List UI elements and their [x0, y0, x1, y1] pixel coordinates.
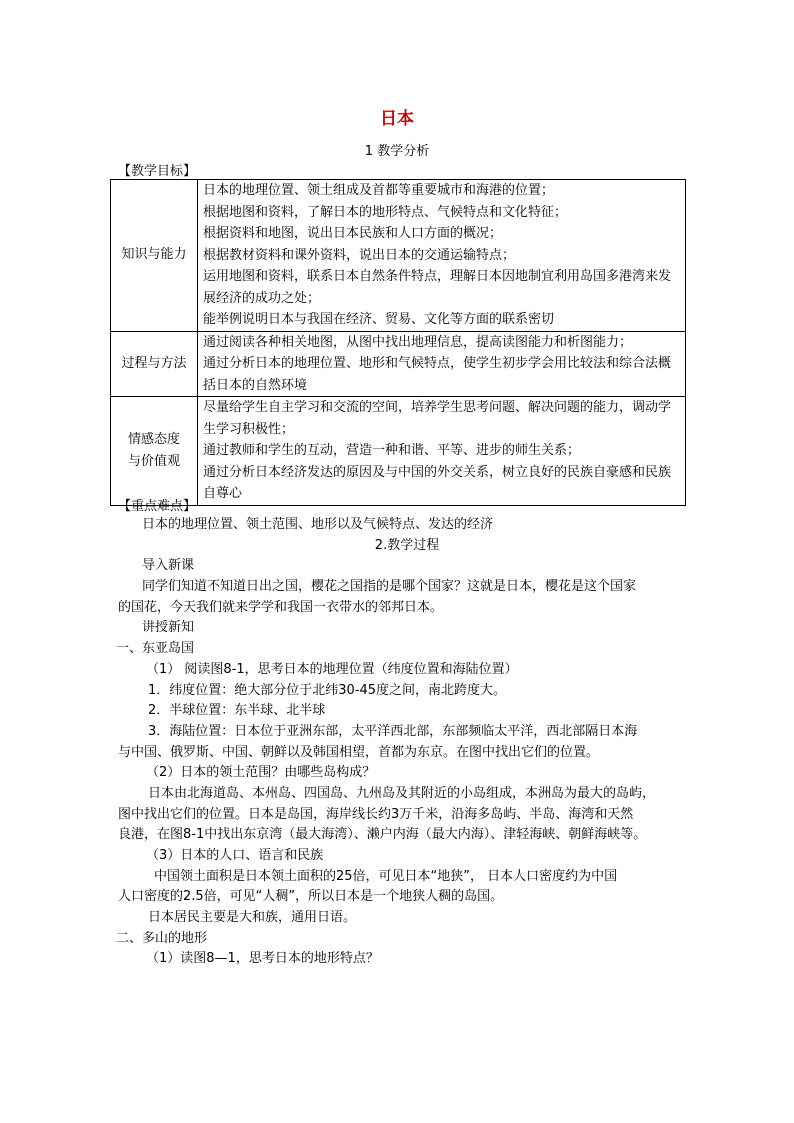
goals-content	[198, 331, 686, 397]
goals-category: 知识与能力	[111, 180, 198, 332]
section-heading-analysis: 1 教学分析	[364, 144, 430, 159]
paragraph: 1．纬度位置：绝大部分位于北纬30-45度之间，南北跨度大。	[148, 682, 507, 698]
question: （1）读图8—1，思考日本的地形特点？	[146, 951, 379, 967]
paragraph: 日本由北海道岛、本州岛、四国岛、九州岛及其附近的小岛组成，本洲岛为最大的岛屿，	[148, 785, 656, 801]
paragraph: 人口密度的2.5倍，可见“人稠”，所以日本是一个地狭人稠的岛国。	[118, 889, 504, 905]
section-heading: 一、东亚岛国	[116, 641, 195, 657]
teaching-goals-label: 【教学目标】	[118, 164, 197, 179]
question: （3）日本的人口、语言和民族	[146, 848, 324, 863]
process-heading: 2.教学过程	[374, 537, 440, 553]
question: （1） 阅读图8-1，思考日本的地理位置（纬度位置和海陆位置）	[146, 661, 518, 677]
goals-category: 过程与方法	[111, 331, 198, 397]
paragraph: 与中国、俄罗斯、中国、朝鲜以及韩国相望，首都为东京。在图中找出它们的位置。	[118, 744, 600, 760]
goals-row-knowledge	[111, 180, 686, 332]
section-heading: 二、多山的地形	[116, 930, 208, 946]
goals-category	[111, 397, 198, 506]
intro-heading: 导入新课	[142, 558, 195, 574]
goal-item: 运用地图和资料，联系日本自然条件特点，理解日本因地制宜利用岛国多港湾来发展经济的成功之处；	[203, 269, 672, 306]
goal-item: 通过分析日本的地理位置、地形和气候特点，使学生初步学会用比较法和综合法概括日本的自然环境	[203, 356, 672, 393]
goal-item: 通过教师和学生的互动，营造一种和谐、平等、进步的师生关系；	[203, 443, 581, 458]
goals-row-attitude	[111, 397, 686, 506]
paragraph: 图中找出它们的位置。日本是岛国，海岸线长约3万千米，沿海多岛屿、半岛、海湾和天然	[118, 806, 634, 822]
goals-row-process	[111, 331, 686, 397]
paragraph: 日本居民主要是大和族，通用日语。	[148, 910, 357, 926]
goals-content	[198, 397, 686, 506]
goal-item: 根据教材资料和课外资料，说出日本的交通运输特点；	[203, 247, 516, 263]
goals-content	[198, 180, 686, 332]
goal-item: 尽量给学生自主学习和交流的空间，培养学生思考问题、解决问题的能力，调动学生学习积极性；	[203, 400, 672, 437]
paragraph: 2．半球位置：东半球、北半球	[148, 703, 326, 719]
goal-item: 根据资料和地图，说出日本民族和人口方面的概况；	[203, 226, 503, 241]
new-knowledge-heading: 讲授新知	[142, 620, 195, 636]
goals-category-line: 与价值观	[127, 453, 180, 469]
document-title: 日本	[380, 109, 414, 129]
goal-item: 根据地图和资料，了解日本的地形特点、气候特点和文化特征；	[203, 204, 568, 220]
paragraph: 良港，在图8-1中找出东京湾（最大海湾）、濑户内海（最大内海）、津轻海峡、朝鲜海峡等。	[118, 827, 647, 843]
goal-item: 能举例说明日本与我国在经济、贸易、文化等方面的联系密切	[203, 312, 555, 327]
goal-item: 通过分析日本经济发达的原因及与中国的外交关系，树立良好的民族自豪感和民族自尊心	[203, 464, 672, 501]
paragraph: 3．海陆位置：日本位于亚洲东部，太平洋西北部，东部频临太平洋，西北部隔日本海	[148, 723, 638, 739]
key-points-text: 日本的地理位置、领土范围、地形以及气候特点、发达的经济	[142, 517, 494, 532]
question: （2）日本的领土范围？由哪些岛构成？	[146, 765, 376, 781]
teaching-goals-table	[110, 179, 686, 506]
key-points-label: 【重点难点】	[118, 499, 197, 514]
lesson-body	[118, 515, 686, 970]
goals-category-line: 情感态度	[127, 431, 180, 447]
intro-paragraph: 同学们知道不知道日出之国，樱花之国指的是哪个国家？这就是日本，樱花是这个国家	[142, 579, 637, 595]
intro-paragraph: 的国花，今天我们就来学学和我国一衣带水的邻邦日本。	[118, 599, 444, 615]
paragraph: 中国领土面积是日本领土面积的25倍，可见日本“地狭”， 日本人口密度约为中国	[154, 868, 618, 884]
goal-item: 日本的地理位置、领土组成及首都等重要城市和海港的位置；	[203, 183, 555, 198]
goal-item: 通过阅读各种相关地图，从图中找出地理信息，提高读图能力和析图能力；	[203, 334, 633, 350]
